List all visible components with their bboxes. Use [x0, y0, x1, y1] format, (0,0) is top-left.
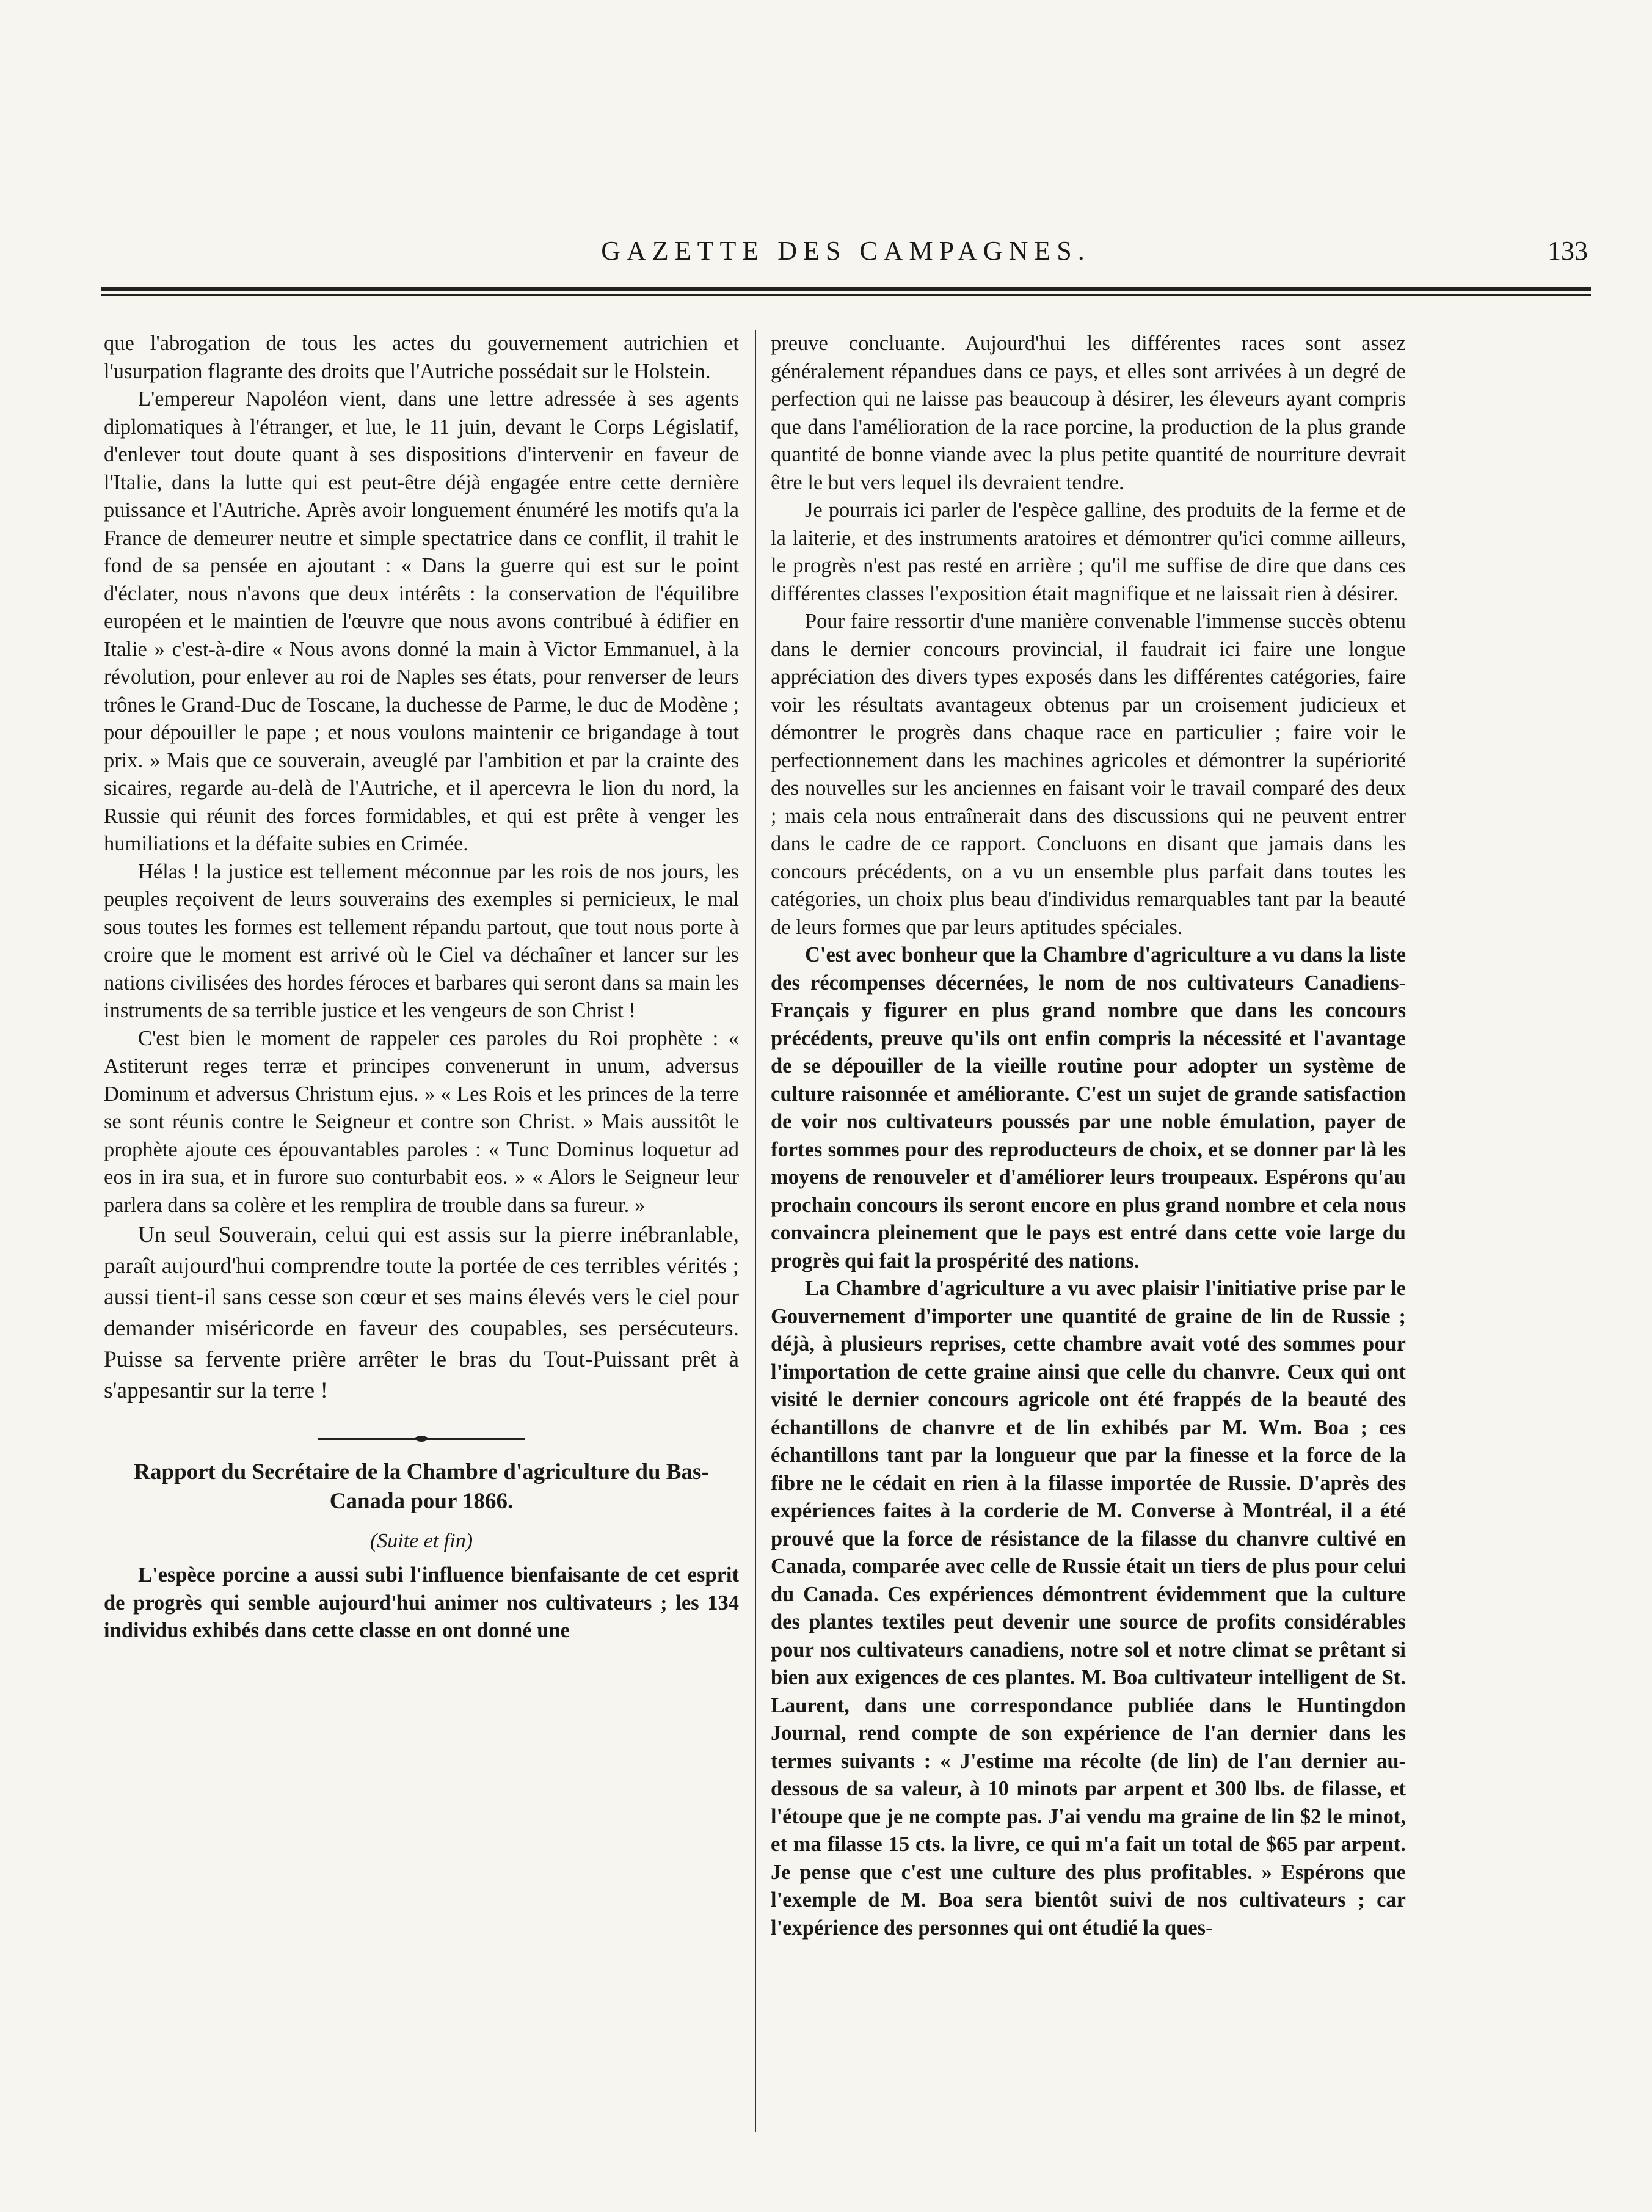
article-paragraph: Pour faire ressortir d'une manière convenable l'immense succès obtenu dans le dernier concours provincial, il faudrait ici faire une longue appréciation des divers types exposés dans les différentes catégories, faire voir les résultats avantageux obtenus par un croisement judicieux et démontrer le progrès dans chaque race en particulier ; faire voir le perfectionnement dans les machines agricoles et démontrer la supériorité des nouvelles sur les anciennes en faisant voir le travail comparé des deux ; mais cela nous entraînerait dans des discussions qui ne peuvent entrer dans le cadre de ce rapport. Concluons en disant que jamais dans les concours précédents, on a vu un ensemble plus parfait dans toutes les catégories, un choix plus beau d'individus remarquables tant par la beauté de leurs formes que par leurs aptitudes spéciales. [771, 610, 1406, 939]
article-paragraph: que l'abrogation de tous les actes du gouvernement autrichien et l'usurpation flagrante des droits que l'Autriche possédait sur le Holstein. [104, 332, 739, 383]
publication-title: GAZETTE DES CAMPAGNES. [601, 236, 1091, 266]
column-separator [755, 330, 756, 2132]
header-rule-thin [101, 294, 1591, 296]
left-column [104, 330, 739, 2138]
article-paragraph: C'est bien le moment de rappeler ces paroles du Roi prophète : « Astiterunt reges terræ et principes convenerunt in unum, adversus Dominum et adversus Christum ejus. » « Les Rois et les princes de la terre se sont réunis contre le Seigneur et contre son Christ. » Mais aussitôt le prophète ajoute ces épouvantables paroles : « Tunc Dominus loquetur ad eos in ira sua, et in furore suo conturbabit eos. » « Alors le Seigneur leur parlera dans sa colère et les remplira de trouble dans sa fureur. » [104, 1026, 739, 1217]
article-paragraph: Je pourrais ici parler de l'espèce galline, des produits de la ferme et de la laiterie, et des instruments aratoires et démontrer qu'ici comme ailleurs, le progrès n'est pas resté en arrière ; qu'il me suffise de dire que dans ces différentes classes l'exposition était magnifique et ne laissait rien à désirer. [771, 498, 1406, 605]
article-paragraph: La Chambre d'agriculture a vu avec plaisir l'initiative prise par le Gouvernement d'importer une quantité de graine de lin de Russie ; déjà, à plusieurs reprises, cette chambre avait voté des sommes pour l'importation de cette graine ainsi que celle du chanvre. Ceux qui ont visité le dernier concours agricole ont été frappés de la beauté des échantillons de chanvre et de lin exhibés par M. Wm. Boa ; ces échantillons tant par la longueur que par la finesse et la force de la fibre ne le cédait en rien à la filasse importée de Russie. D'après des expériences faites à la corderie de M. Converse à Montréal, il a été prouvé que la force de résistance de la filasse du chanvre cultivé en Canada, comparée avec celle de Russie était un tiers de plus pour celui du Canada. Ces expériences démontrent évidemment que la culture des plantes textiles peut devenir une source de profits considérables pour nos cultivateurs canadiens, notre sol et notre climat se prêtant si bien aux exigences de ces plantes. M. Boa cultivateur intelligent de St. Laurent, dans une correspondance publiée dans le Huntingdon Journal, rend compte de son expérience de l'an dernier dans les termes suivants : « J'estime ma récolte (de lin) de l'an dernier au-dessous de sa valeur, à 10 minots par arpent et 300 lbs. de filasse, et l'étoupe que je ne compte pas. J'ai vendu ma graine de lin $2 le minot, et ma filasse 15 cts. la livre, ce qui m'a fait un total de $65 par arpent. Je pense que c'est une culture des plus profitables. » Espérons que l'exemple de M. Boa sera bientôt suivi de nos cultivateurs ; car l'expérience des personnes qui ont étudié la ques- [771, 1277, 1406, 1940]
section-title: Rapport du Secrétaire de la Chambre d'agriculture du Bas-Canada pour 1866. [134, 1459, 709, 1514]
article-paragraph: Un seul Souverain, celui qui est assis sur la pierre inébranlable, paraît aujourd'hui comprendre toute la portée de ces terribles vérités ; aussi tient-il sans cesse son cœur et ses mains élevés vers le ciel pour demander miséricorde en faveur des coupables, ses persécuteurs. Puisse sa fervente prière arrêter le bras du Tout-Puissant prêt à s'appesantir sur la terre ! [104, 1222, 739, 1403]
article-paragraph: C'est avec bonheur que la Chambre d'agriculture a vu dans la liste des récompenses décernées, le nom de nos cultivateurs Canadiens-Français y figurer en plus grand nombre que dans les concours précédents, preuve qu'ils ont enfin compris la nécessité et l'avantage de se dépouiller de la vieille routine pour adopter un système de culture raisonnée et améliorante. C'est un sujet de grande satisfaction de voir nos cultivateurs poussés par une noble émulation, payer de fortes sommes pour des reproducteurs de choix, et se donner par là les moyens de renouveler et d'améliorer leurs troupeaux. Espérons qu'au prochain concours ils seront encore en plus grand nombre et cela nous convaincra pleinement que le pays est entré dans cette voie large du progrès qui fait la prospérité des nations. [771, 943, 1406, 1272]
right-column [771, 330, 1406, 2138]
section-subtitle: (Suite et fin) [369, 1530, 473, 1552]
section-ornament [318, 1436, 525, 1442]
article-paragraph: preuve concluante. Aujourd'hui les différentes races sont assez généralement répandues dans ce pays, et elles sont arrivées à un degré de perfection qui ne laisse pas beaucoup à désirer, les éleveurs ayant compris que dans l'amélioration de la race porcine, la production de la plus grande quantité de bonne viande avec la plus petite quantité de nourriture devrait être le but vers lequel ils devraient tendre. [771, 332, 1406, 494]
section-paragraph: L'espèce porcine a aussi subi l'influence bienfaisante de cet esprit de progrès qui semble aujourd'hui animer nos cultivateurs ; les 134 individus exhibés dans cette classe en ont donné une [104, 1563, 739, 1642]
header-rule-thick [101, 287, 1591, 291]
page-header [104, 235, 1588, 278]
article-paragraph: L'empereur Napoléon vient, dans une lettre adressée à ses agents diplomatiques à l'étranger, et lue, le 11 juin, devant le Corps Législatif, d'enlever tout doute quant à ses dispositions d'intervenir en faveur de l'Italie, dans la lutte qui est peut-être déjà engagée entre cette dernière puissance et l'Autriche. Après avoir longuement énuméré les motifs qu'a la France de demeurer neutre et simple spectatrice dans ce conflit, il trahit le fond de sa pensée en ajoutant : « Dans la guerre qui est sur le point d'éclater, nous n'avons que deux intérêts : la conservation de l'équilibre européen et le maintien de l'œuvre que nous avons contribué à édifier en Italie » c'est-à-dire « Nous avons donné la main à Victor Emmanuel, à la révolution, pour enlever au roi de Naples ses états, pour renverser de leurs trônes le Grand-Duc de Toscane, la duchesse de Parme, le duc de Modène ; pour dépouiller le pape ; et nous voulons maintenir ce brigandage à tout prix. » Mais que ce souverain, aveuglé par l'ambition et par la crainte des sicaires, regarde au-delà de l'Autriche, et il apercevra le lion du nord, la Russie qui réunit des forces formidables, et qui est prête à venger les humiliations et la défaite subies en Crimée. [104, 387, 739, 855]
page-number: 133 [1548, 236, 1588, 266]
article-paragraph: Hélas ! la justice est tellement méconnue par les rois de nos jours, les peuples reçoivent de leurs souverains des exemples si pernicieux, le mal sous toutes les formes est tellement répandu partout, que tout nous porte à croire que le moment est arrivé où le Ciel va déchaîner et lancer sur les nations civilisées des hordes féroces et barbares qui seront dans sa main les instruments de sa terrible justice et les vengeurs de son Christ ! [104, 860, 739, 1022]
